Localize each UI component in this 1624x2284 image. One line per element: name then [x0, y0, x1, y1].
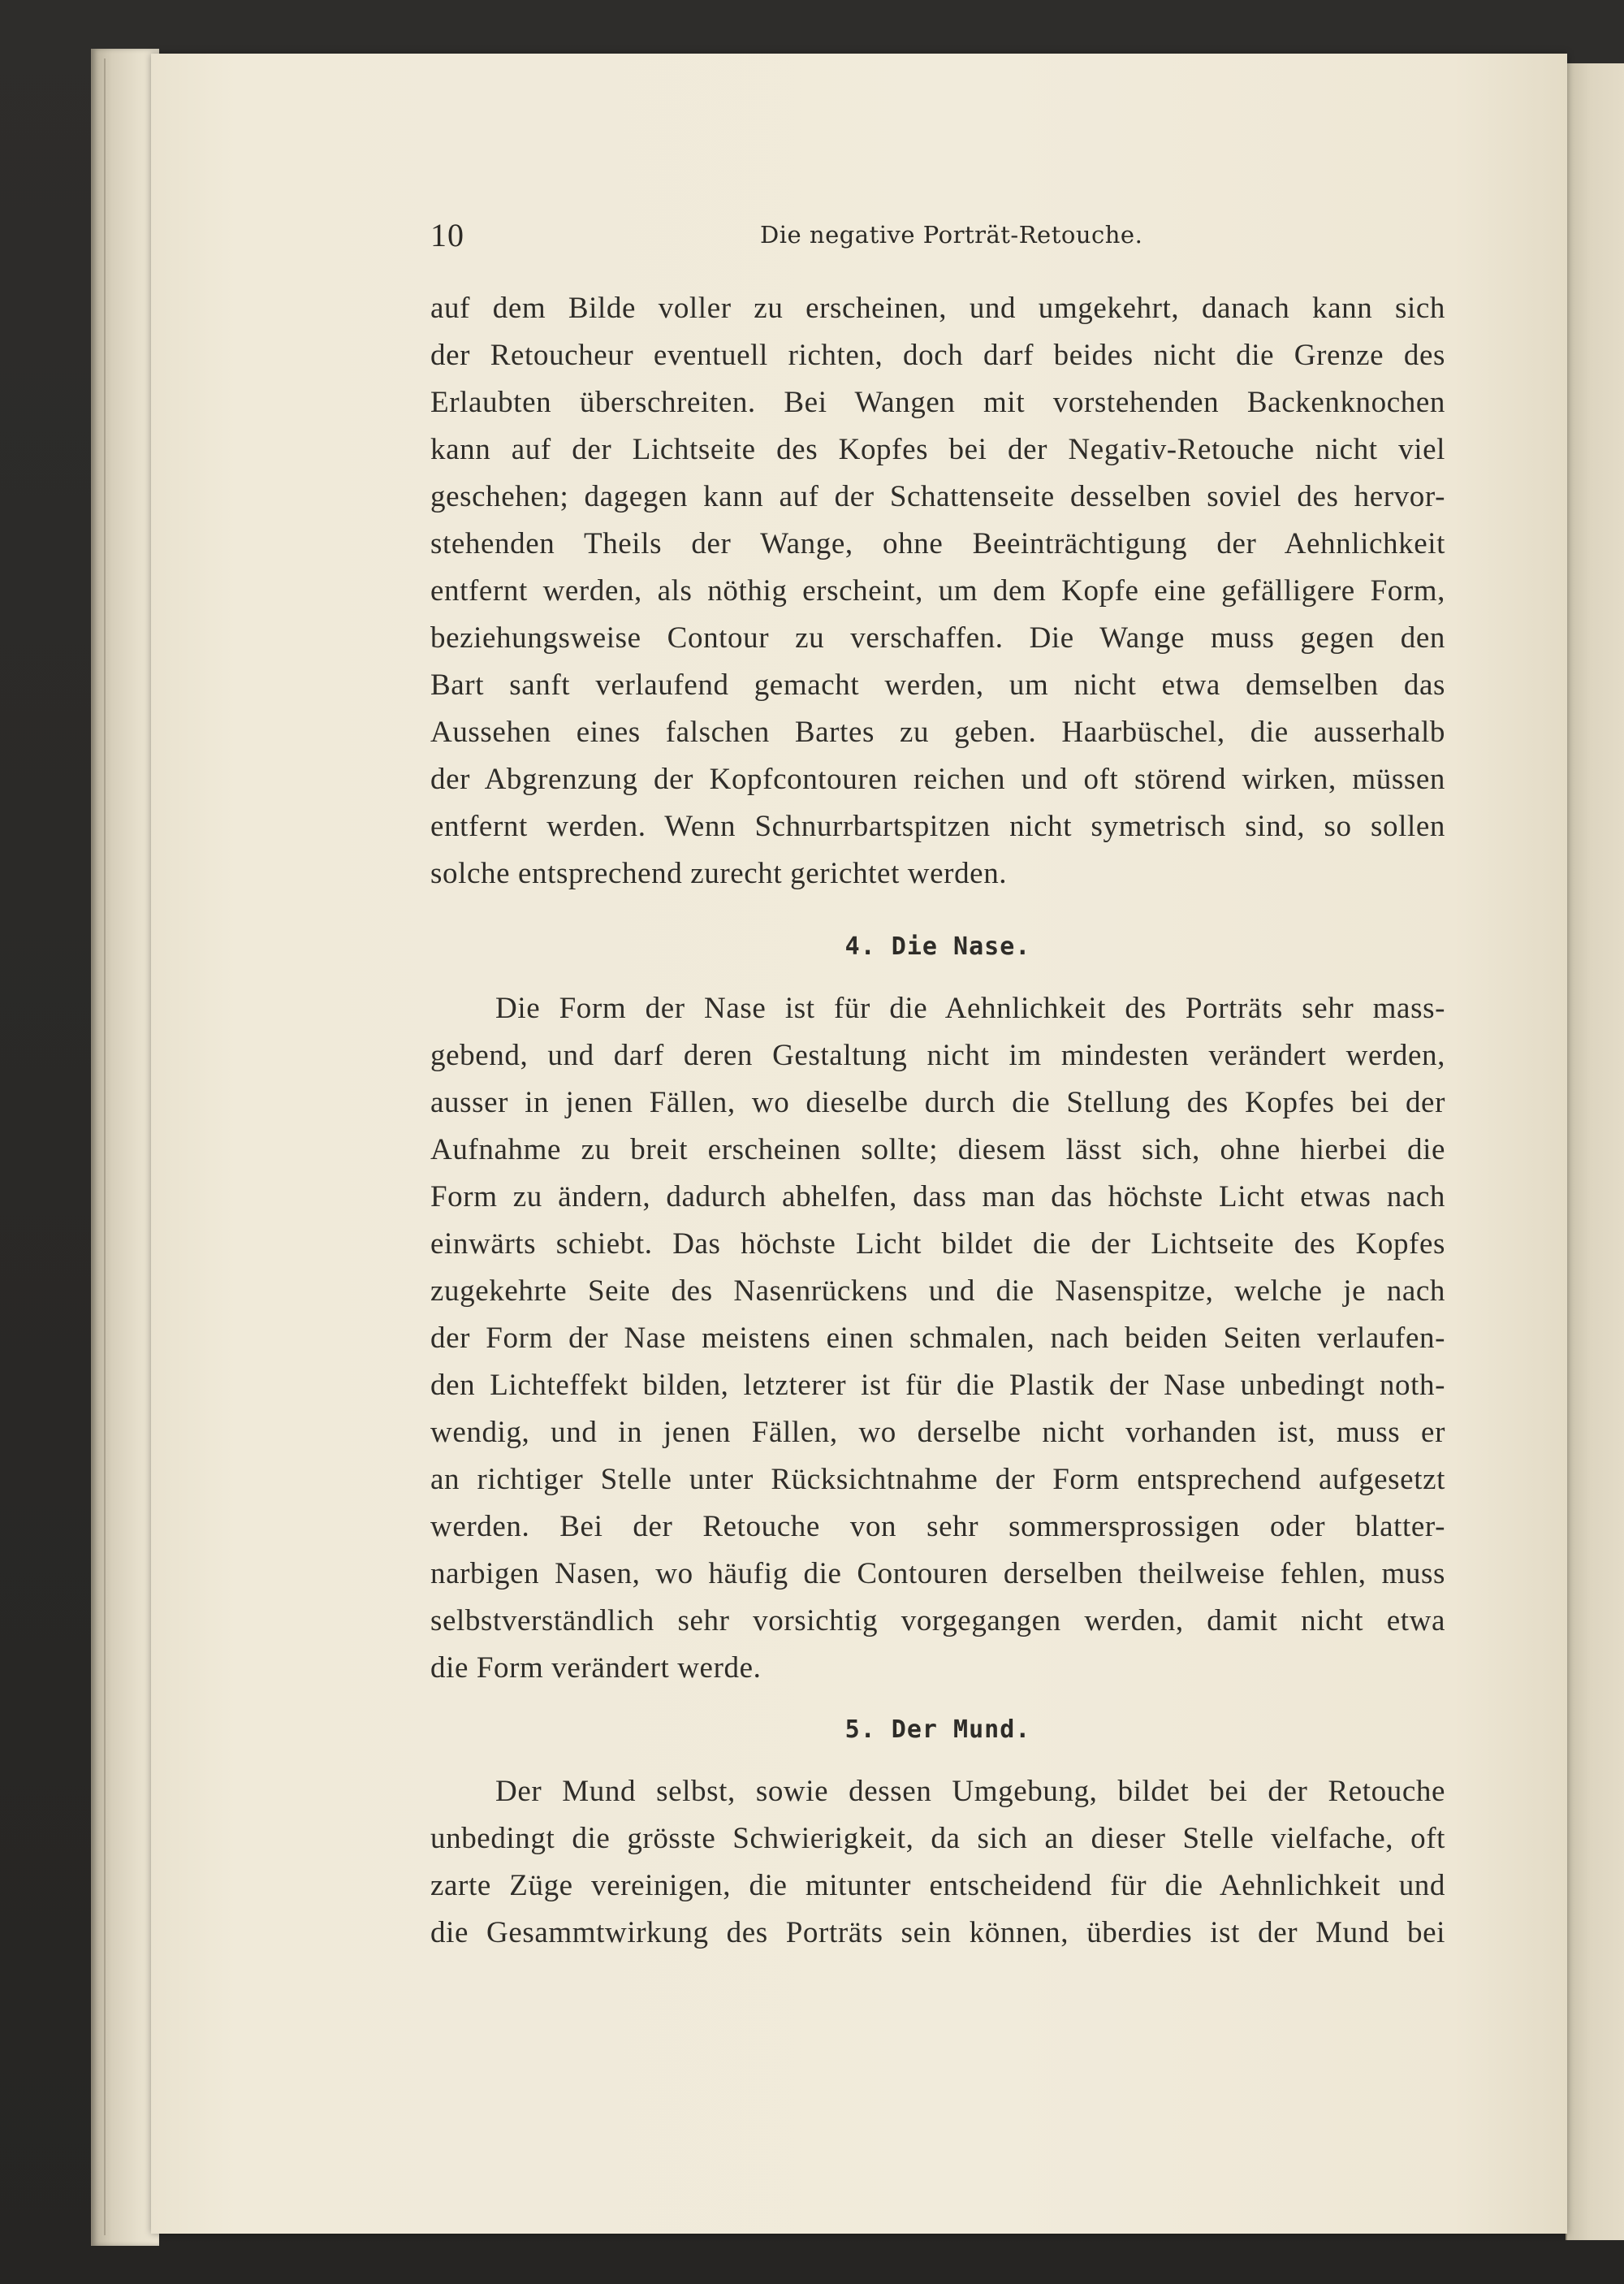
text-line: Form zu ändern, dadurch abhelfen, dass man das höchste Licht etwas nach	[430, 1180, 1445, 1213]
text-line: unbedingt die grösste Schwierigkeit, da sich an dieser Stelle vielfache, oft	[430, 1822, 1445, 1855]
text-line: zarte Züge vereinigen, die mitunter entscheidend für die Aehnlichkeit und	[430, 1869, 1445, 1902]
text-line: Erlaubten überschreiten. Bei Wangen mit vorstehenden Backenknochen	[430, 386, 1445, 419]
text-line: Bart sanft verlaufend gemacht werden, um nicht etwa demselben das	[430, 668, 1445, 702]
text-line: der Abgrenzung der Kopfcontouren reichen und oft störend wirken, müssen	[430, 763, 1445, 796]
text-line: selbstverständlich sehr vorsichtig vorgegangen werden, damit nicht etwa	[430, 1604, 1445, 1637]
text-line: zugekehrte Seite des Nasenrückens und die Nasenspitze, welche je nach	[430, 1274, 1445, 1308]
page-edge-line	[104, 58, 106, 2235]
running-title: Die negative Porträt-Retouche.	[760, 221, 1143, 249]
text-line: der Form der Nase meistens einen schmalen, nach beiden Seiten verlaufen-	[430, 1322, 1445, 1355]
underlying-page-edge	[91, 49, 159, 2246]
text-line: die Form verändert werde.	[430, 1651, 762, 1685]
text-line: Aufnahme zu breit erscheinen sollte; diesem lässt sich, ohne hierbei die	[430, 1133, 1445, 1166]
text-line: auf dem Bilde voller zu erscheinen, und umgekehrt, danach kann sich	[430, 292, 1445, 325]
text-line: werden. Bei der Retouche von sehr sommersprossigen oder blatter-	[430, 1510, 1445, 1543]
text-line: die Gesammtwirkung des Porträts sein können, überdies ist der Mund bei	[430, 1916, 1445, 1949]
facing-page-edge	[1566, 63, 1624, 2240]
text-line: entfernt werden. Wenn Schnurrbartspitzen nicht symetrisch sind, so sollen	[430, 810, 1445, 843]
text-line: solche entsprechend zurecht gerichtet werden.	[430, 857, 1008, 890]
text-line: den Lichteffekt bilden, letzterer ist für die Plastik der Nase unbedingt noth-	[430, 1369, 1445, 1402]
text-line: Der Mund selbst, sowie dessen Umgebung, bildet bei der Retouche	[495, 1775, 1445, 1808]
text-line: wendig, und in jenen Fällen, wo derselbe nicht vorhanden ist, muss er	[430, 1416, 1445, 1449]
text-line: stehenden Theils der Wange, ohne Beeinträchtigung der Aehnlichkeit	[430, 527, 1445, 560]
section-heading-nase: 4. Die Nase.	[844, 932, 1031, 961]
text-line: kann auf der Lichtseite des Kopfes bei der Negativ-Retouche nicht viel	[430, 433, 1445, 466]
text-line: Aussehen eines falschen Bartes zu geben. Haarbüschel, die ausserhalb	[430, 716, 1445, 749]
text-line: einwärts schiebt. Das höchste Licht bildet die der Lichtseite des Kopfes	[430, 1227, 1445, 1261]
page-number: 10	[430, 217, 464, 253]
text-line: gebend, und darf deren Gestaltung nicht im mindesten verändert werden,	[430, 1039, 1445, 1072]
text-line: an richtiger Stelle unter Rücksichtnahme der Form entsprechend aufgesetzt	[430, 1463, 1445, 1496]
section-heading-mund: 5. Der Mund.	[844, 1715, 1031, 1744]
text-line: geschehen; dagegen kann auf der Schattenseite desselben soviel des hervor-	[430, 480, 1445, 513]
text-line: beziehungsweise Contour zu verschaffen. Die Wange muss gegen den	[430, 621, 1445, 655]
text-line: der Retoucheur eventuell richten, doch darf beides nicht die Grenze des	[430, 339, 1445, 372]
text-line: narbigen Nasen, wo häufig die Contouren derselben theilweise fehlen, muss	[430, 1557, 1445, 1590]
page-header	[430, 216, 1445, 265]
text-line: Die Form der Nase ist für die Aehnlichkeit des Porträts sehr mass-	[495, 992, 1445, 1025]
text-line: entfernt werden, als nöthig erscheint, um dem Kopfe eine gefälligere Form,	[430, 574, 1445, 608]
text-line: ausser in jenen Fällen, wo dieselbe durch die Stellung des Kopfes bei der	[430, 1086, 1445, 1119]
